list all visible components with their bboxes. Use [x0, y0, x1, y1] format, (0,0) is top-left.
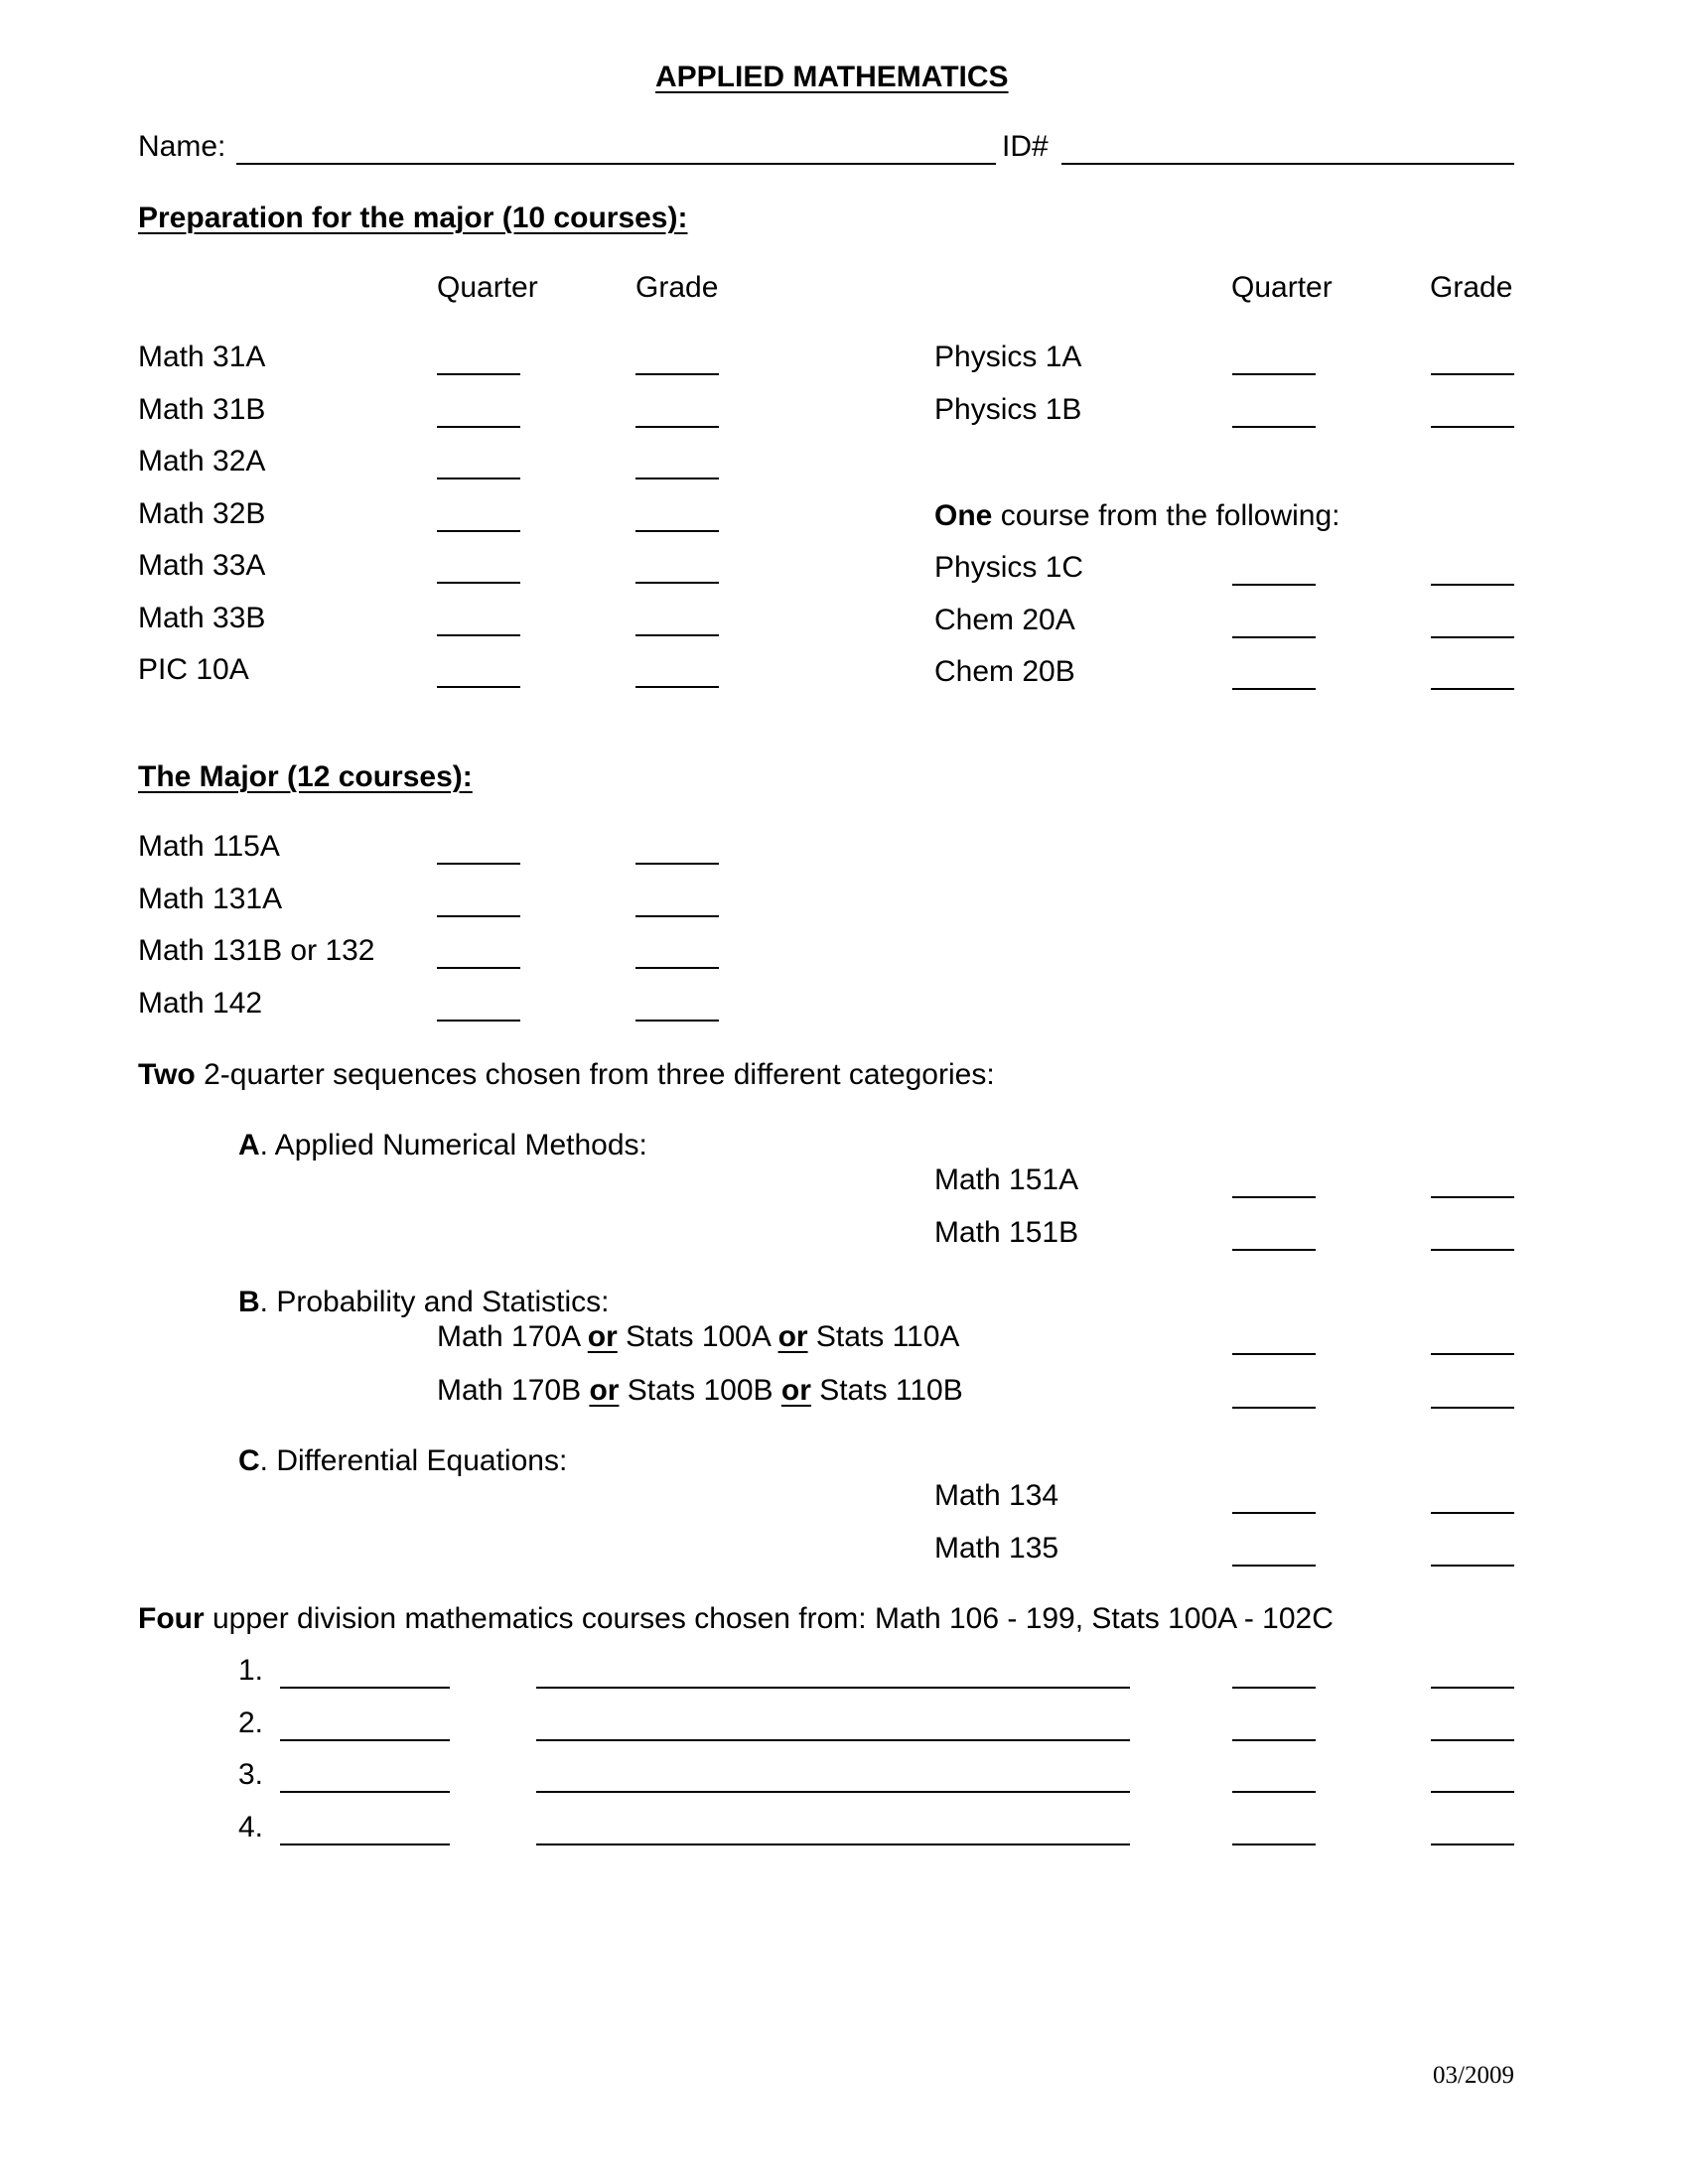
- grade-field-math-32a[interactable]: [635, 478, 719, 479]
- id-label: ID#: [1002, 130, 1049, 163]
- grade-field-math-115a[interactable]: [635, 863, 719, 865]
- course-code-field-2[interactable]: [280, 1739, 450, 1741]
- course-math-33a: Math 33A: [138, 549, 266, 582]
- quarter-field-math-32a[interactable]: [437, 478, 520, 479]
- quarter-field-math-33b[interactable]: [437, 634, 520, 636]
- or-connector: or: [777, 1320, 808, 1353]
- course-math-32a: Math 32A: [138, 445, 266, 478]
- grade-field-math-32b[interactable]: [635, 530, 719, 532]
- quarter-field-math-131b-or-132[interactable]: [437, 967, 520, 969]
- course-math-115a: Math 115A: [138, 830, 280, 863]
- category-c-title: . Differential Equations:: [259, 1444, 568, 1477]
- grade-field-physics-1b[interactable]: [1431, 426, 1514, 428]
- course-math-131a: Math 131A: [138, 882, 283, 915]
- one-course-bold: One: [934, 499, 993, 532]
- grade-field-math-33b[interactable]: [635, 634, 719, 636]
- row-number-3: 3.: [238, 1758, 264, 1791]
- course-pic-10a: PIC 10A: [138, 653, 249, 686]
- grade-field-math-131a[interactable]: [635, 915, 719, 917]
- grade-field-chem-20a[interactable]: [1431, 636, 1514, 638]
- course-option: Stats 100B: [619, 1374, 781, 1407]
- course-option: Math 170A: [437, 1320, 588, 1353]
- grade-field-upper-3[interactable]: [1431, 1791, 1514, 1793]
- grade-field-math-151a[interactable]: [1431, 1196, 1514, 1198]
- course-physics-1c: Physics 1C: [934, 551, 1084, 584]
- two-text: 2-quarter sequences chosen from three different categories:: [195, 1058, 995, 1091]
- two-sequences-note: [138, 1060, 995, 1090]
- grade-field-upper-4[interactable]: [1431, 1843, 1514, 1845]
- grade-field-math-142[interactable]: [635, 1020, 719, 1022]
- or-connector: or: [780, 1374, 811, 1407]
- quarter-field-chem-20a[interactable]: [1232, 636, 1316, 638]
- quarter-field-upper-1[interactable]: [1232, 1687, 1316, 1689]
- course-math-32b: Math 32B: [138, 496, 266, 530]
- grade-field-math-31a[interactable]: [635, 373, 719, 375]
- course-option: Math 170B: [437, 1374, 590, 1407]
- course-title-field-4[interactable]: [536, 1843, 1130, 1845]
- quarter-field-physics-1c[interactable]: [1232, 584, 1316, 586]
- grade-field-math-33a[interactable]: [635, 582, 719, 584]
- course-math-151a: Math 151A: [934, 1163, 1079, 1196]
- grade-header-right: Grade: [1430, 271, 1513, 304]
- course-code-field-3[interactable]: [280, 1791, 450, 1793]
- course-title-field-1[interactable]: [536, 1687, 1130, 1689]
- footer-date: 03/2009: [1433, 2062, 1514, 2089]
- grade-field-chem-20b[interactable]: [1431, 688, 1514, 690]
- grade-header-left: Grade: [635, 271, 719, 304]
- one-course-note: [934, 501, 1340, 531]
- quarter-field-physics-1b[interactable]: [1232, 426, 1316, 428]
- category-a-title: . Applied Numerical Methods:: [259, 1129, 647, 1161]
- course-math-31b: Math 31B: [138, 392, 266, 426]
- grade-field-physics-1c[interactable]: [1431, 584, 1514, 586]
- name-label: Name:: [138, 130, 226, 163]
- course-option: Stats 110B: [810, 1374, 963, 1407]
- grade-field-math-31b[interactable]: [635, 426, 719, 428]
- course-math-142: Math 142: [138, 986, 263, 1020]
- grade-field-math-131b-or-132[interactable]: [635, 967, 719, 969]
- grade-field-stats-option-2[interactable]: [1431, 1407, 1514, 1409]
- row-number-1: 1.: [238, 1654, 264, 1687]
- quarter-field-stats-option-2[interactable]: [1232, 1407, 1316, 1409]
- course-title-field-2[interactable]: [536, 1739, 1130, 1741]
- grade-field-upper-1[interactable]: [1431, 1687, 1514, 1689]
- row-number-4: 4.: [238, 1810, 264, 1843]
- course-math-31a: Math 31A: [138, 341, 266, 373]
- course-chem-20b: Chem 20B: [934, 655, 1075, 688]
- one-course-text: course from the following:: [992, 499, 1340, 532]
- course-math-131b-or-132: Math 131B or 132: [138, 934, 375, 967]
- course-math-134: Math 134: [934, 1479, 1059, 1512]
- prep-heading: Preparation for the major (10 courses):: [138, 202, 688, 234]
- course-math-135: Math 135: [934, 1531, 1059, 1565]
- course-physics-1a: Physics 1A: [934, 341, 1082, 373]
- quarter-field-math-151a[interactable]: [1232, 1196, 1316, 1198]
- grade-field-upper-2[interactable]: [1431, 1739, 1514, 1741]
- quarter-header-left: Quarter: [437, 271, 538, 304]
- grade-field-math-134[interactable]: [1431, 1512, 1514, 1514]
- category-b-title: . Probability and Statistics:: [259, 1286, 610, 1318]
- quarter-field-physics-1a[interactable]: [1232, 373, 1316, 375]
- or-connector: or: [589, 1374, 620, 1407]
- course-chem-20a: Chem 20A: [934, 603, 1075, 636]
- quarter-field-math-33a[interactable]: [437, 582, 520, 584]
- quarter-field-math-115a[interactable]: [437, 863, 520, 865]
- category-c-letter: C: [238, 1444, 260, 1477]
- major-heading: The Major (12 courses):: [138, 760, 473, 793]
- quarter-field-pic-10a[interactable]: [437, 686, 520, 688]
- quarter-field-math-142[interactable]: [437, 1020, 520, 1022]
- category-b-heading: [238, 1288, 610, 1317]
- course-physics-1b: Physics 1B: [934, 392, 1082, 426]
- four-courses-note: [138, 1604, 1334, 1634]
- quarter-field-math-151b[interactable]: [1232, 1249, 1316, 1251]
- quarter-field-math-31b[interactable]: [437, 426, 520, 428]
- quarter-field-math-32b[interactable]: [437, 530, 520, 532]
- grade-field-pic-10a[interactable]: [635, 686, 719, 688]
- grade-field-math-151b[interactable]: [1431, 1249, 1514, 1251]
- grade-field-physics-1a[interactable]: [1431, 373, 1514, 375]
- page-title: APPLIED MATHEMATICS: [655, 61, 1009, 93]
- quarter-field-math-135[interactable]: [1232, 1565, 1316, 1567]
- row-number-2: 2.: [238, 1706, 264, 1739]
- two-bold: Two: [138, 1058, 196, 1091]
- category-b-letter: B: [238, 1286, 260, 1318]
- quarter-field-math-131a[interactable]: [437, 915, 520, 917]
- quarter-field-upper-2[interactable]: [1232, 1739, 1316, 1741]
- or-connector: or: [587, 1320, 618, 1353]
- course-option: Stats 100A: [617, 1320, 778, 1353]
- course-option: Stats 110A: [807, 1320, 960, 1353]
- quarter-field-chem-20b[interactable]: [1232, 688, 1316, 690]
- id-field[interactable]: [1061, 163, 1514, 165]
- four-bold: Four: [138, 1602, 205, 1635]
- quarter-header-right: Quarter: [1231, 271, 1333, 304]
- category-c-heading: [238, 1446, 567, 1476]
- grade-field-stats-option-1[interactable]: [1431, 1353, 1514, 1355]
- quarter-field-upper-3[interactable]: [1232, 1791, 1316, 1793]
- course-code-field-1[interactable]: [280, 1687, 450, 1689]
- quarter-field-upper-4[interactable]: [1232, 1843, 1316, 1845]
- course-math-151b: Math 151B: [934, 1215, 1079, 1249]
- four-text: upper division mathematics courses chosen from: Math 106 - 199, Stats 100A - 102C: [204, 1602, 1334, 1635]
- category-a-letter: A: [238, 1129, 260, 1161]
- grade-field-math-135[interactable]: [1431, 1565, 1514, 1567]
- name-field[interactable]: [236, 163, 996, 165]
- category-a-heading: [238, 1131, 647, 1160]
- course-code-field-4[interactable]: [280, 1843, 450, 1845]
- course-title-field-3[interactable]: [536, 1791, 1130, 1793]
- quarter-field-stats-option-1[interactable]: [1232, 1353, 1316, 1355]
- stats-sequence-option-1: [437, 1322, 959, 1352]
- stats-sequence-option-2: [437, 1376, 963, 1406]
- quarter-field-math-31a[interactable]: [437, 373, 520, 375]
- course-math-33b: Math 33B: [138, 601, 266, 634]
- quarter-field-math-134[interactable]: [1232, 1512, 1316, 1514]
